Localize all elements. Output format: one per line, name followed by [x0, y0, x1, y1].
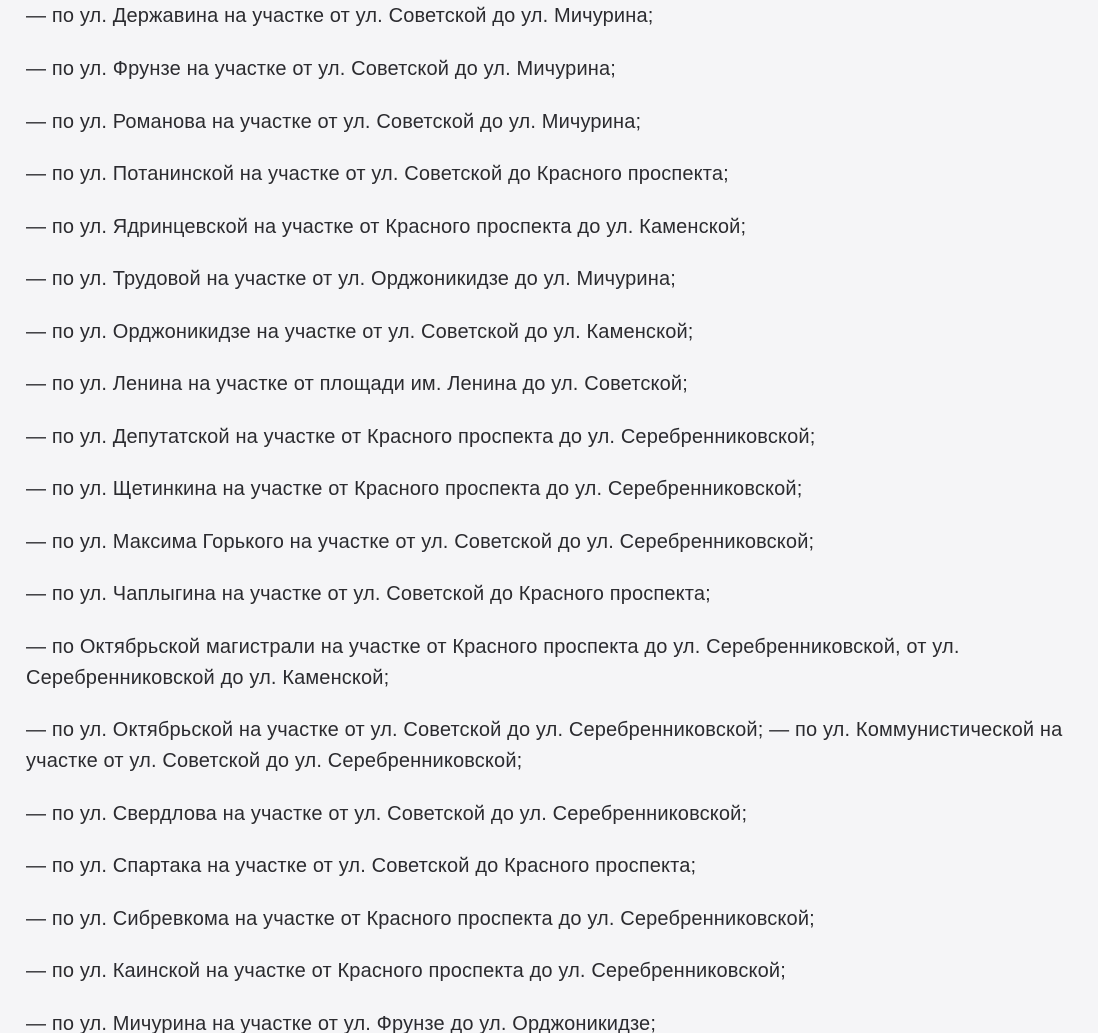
street-list [26, 0, 1098, 1033]
list-item: — по ул. Депутатской на участке от Красного проспекта до ул. Серебренниковской; [26, 425, 816, 448]
list-item: — по ул. Трудовой на участке от ул. Орджоникидзе до ул. Мичурина; [26, 268, 676, 290]
list-item: — по ул. Орджоникидзе на участке от ул. Советской до ул. Каменской; [26, 320, 694, 343]
list-item: — по ул. Потанинской на участке от ул. Советской до Красного проспекта; [26, 163, 729, 185]
list-item: — по ул. Свердлова на участке от ул. Советской до ул. Серебренниковской; [26, 802, 748, 825]
list-item: — по ул. Державина на участке от ул. Советской до ул. Мичурина; [26, 5, 654, 27]
list-item: — по ул. Каинской на участке от Красного проспекта до ул. Серебренниковской; [26, 960, 786, 982]
list-item: — по Октябрьской магистрали на участке от Красного проспекта до ул. Серебренниковской, от ул. Серебренниковской до ул. Каменской; [26, 635, 960, 689]
list-item: — по ул. Фрунзе на участке от ул. Советской до ул. Мичурина; [26, 58, 616, 80]
list-item: — по ул. Мичурина на участке от ул. Фрунзе до ул. Орджоникидзе; [26, 1012, 657, 1033]
list-item: — по ул. Ленина на участке от площади им. Ленина до ул. Советской; [26, 373, 688, 395]
list-item: — по ул. Максима Горького на участке от ул. Советской до ул. Серебренниковской; [26, 530, 815, 553]
list-item: — по ул. Спартака на участке от ул. Советской до Красного проспекта; [26, 855, 697, 877]
list-item: — по ул. Чаплыгина на участке от ул. Советской до Красного проспекта; [26, 583, 711, 605]
list-item: — по ул. Сибревкома на участке от Красного проспекта до ул. Серебренниковской; [26, 907, 815, 930]
list-item: — по ул. Романова на участке от ул. Советской до ул. Мичурина; [26, 110, 642, 133]
list-item: — по ул. Щетинкина на участке от Красного проспекта до ул. Серебренниковской; [26, 478, 803, 500]
list-item: — по ул. Ядринцевской на участке от Красного проспекта до ул. Каменской; [26, 215, 747, 238]
list-item: — по ул. Октябрьской на участке от ул. Советской до ул. Серебренниковской; — по ул. Коммунистической на участке от ул. Советской до ул. Серебренниковской; [26, 719, 1063, 772]
